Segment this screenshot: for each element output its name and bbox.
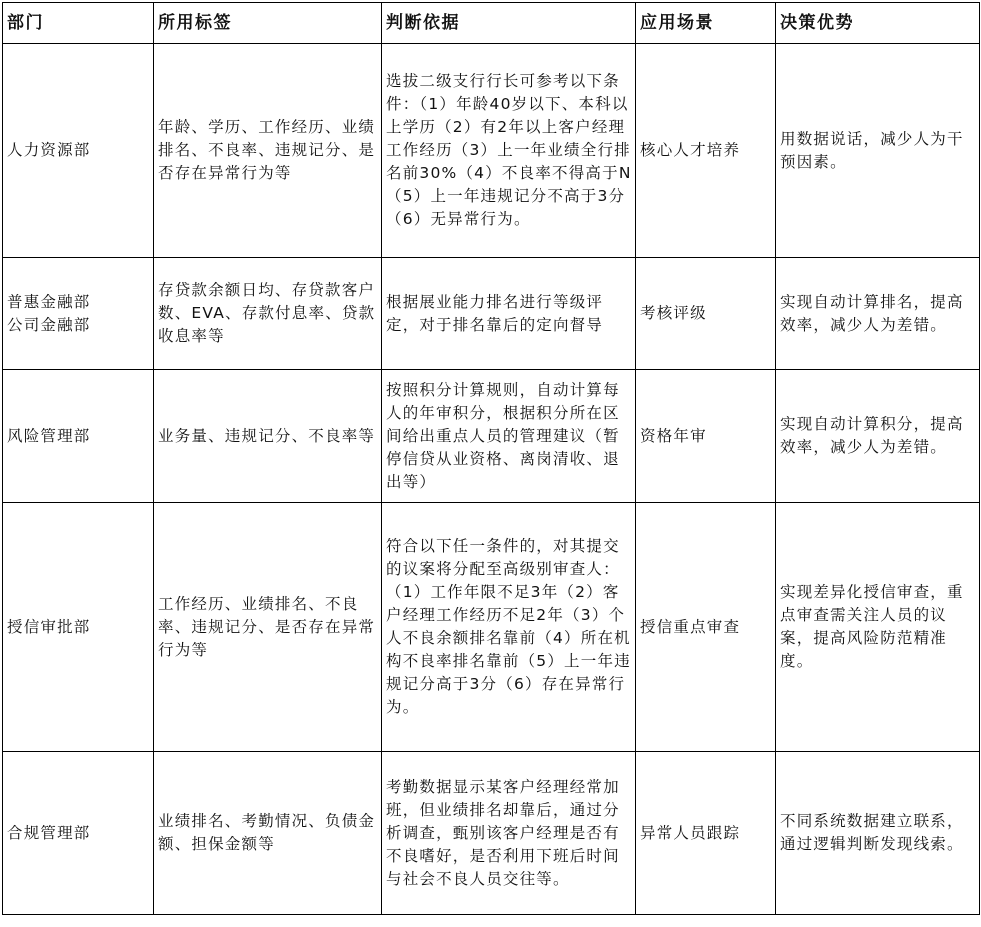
tags-cell: 年龄、学历、工作经历、业绩排名、不良率、违规记分、是否存在异常行为等 <box>154 44 382 258</box>
header-row <box>3 3 980 44</box>
table-row <box>3 752 980 915</box>
table-row <box>3 503 980 752</box>
basis-cell: 按照积分计算规则，自动计算每人的年审积分，根据积分所在区间给出重点人员的管理建议（暂停信贷从业资格、离岗清收、退出等） <box>382 370 636 503</box>
advantage-cell: 实现自动计算积分，提高效率，减少人为差错。 <box>776 370 980 503</box>
basis-cell: 符合以下任一条件的，对其提交的议案将分配至高级别审查人：（1）工作年限不足3年（2）客户经理工作经历不足2年（3）个人不良余额排名靠前（4）所在机构不良率排名靠前（5）上一年违规记分高于3分（6）存在异常行为。 <box>382 503 636 752</box>
advantage-cell: 实现差异化授信审查，重点审查需关注人员的议案，提高风险防范精准度。 <box>776 503 980 752</box>
advantage-cell: 用数据说话，减少人为干预因素。 <box>776 44 980 258</box>
header-advantage: 决策优势 <box>776 3 980 44</box>
header-basis: 判断依据 <box>382 3 636 44</box>
department-name: 公司金融部 <box>7 315 91 334</box>
table-row <box>3 370 980 503</box>
basis-cell: 选拔二级支行行长可参考以下条件：（1）年龄40岁以下、本科以上学历（2）有2年以上客户经理工作经历（3）上一年业绩全行排名前30%（4）不良率不得高于N（5）上一年违规记分不高于3分（6）无异常行为。 <box>382 44 636 258</box>
scene-cell: 资格年审 <box>636 370 776 503</box>
department-cell <box>3 258 154 370</box>
department-cell: 风险管理部 <box>3 370 154 503</box>
header-scene: 应用场景 <box>636 3 776 44</box>
table-row <box>3 44 980 258</box>
basis-cell: 考勤数据显示某客户经理经常加班，但业绩排名却靠后，通过分析调查，甄别该客户经理是否有不良嗜好，是否利用下班后时间与社会不良人员交往等。 <box>382 752 636 915</box>
scene-cell: 考核评级 <box>636 258 776 370</box>
scene-cell: 授信重点审查 <box>636 503 776 752</box>
department-cell: 授信审批部 <box>3 503 154 752</box>
table-row <box>3 258 980 370</box>
tags-cell: 业绩排名、考勤情况、负债金额、担保金额等 <box>154 752 382 915</box>
header-department: 部门 <box>3 3 154 44</box>
department-name: 普惠金融部 <box>7 292 91 311</box>
advantage-cell: 不同系统数据建立联系，通过逻辑判断发现线索。 <box>776 752 980 915</box>
decision-table <box>2 2 980 915</box>
department-cell: 人力资源部 <box>3 44 154 258</box>
tags-cell: 业务量、违规记分、不良率等 <box>154 370 382 503</box>
department-cell: 合规管理部 <box>3 752 154 915</box>
scene-cell: 异常人员跟踪 <box>636 752 776 915</box>
tags-cell: 存贷款余额日均、存贷款客户数、EVA、存款付息率、贷款收息率等 <box>154 258 382 370</box>
header-tags: 所用标签 <box>154 3 382 44</box>
scene-cell: 核心人才培养 <box>636 44 776 258</box>
basis-cell: 根据展业能力排名进行等级评定，对于排名靠后的定向督导 <box>382 258 636 370</box>
advantage-cell: 实现自动计算排名，提高效率，减少人为差错。 <box>776 258 980 370</box>
tags-cell: 工作经历、业绩排名、不良率、违规记分、是否存在异常行为等 <box>154 503 382 752</box>
